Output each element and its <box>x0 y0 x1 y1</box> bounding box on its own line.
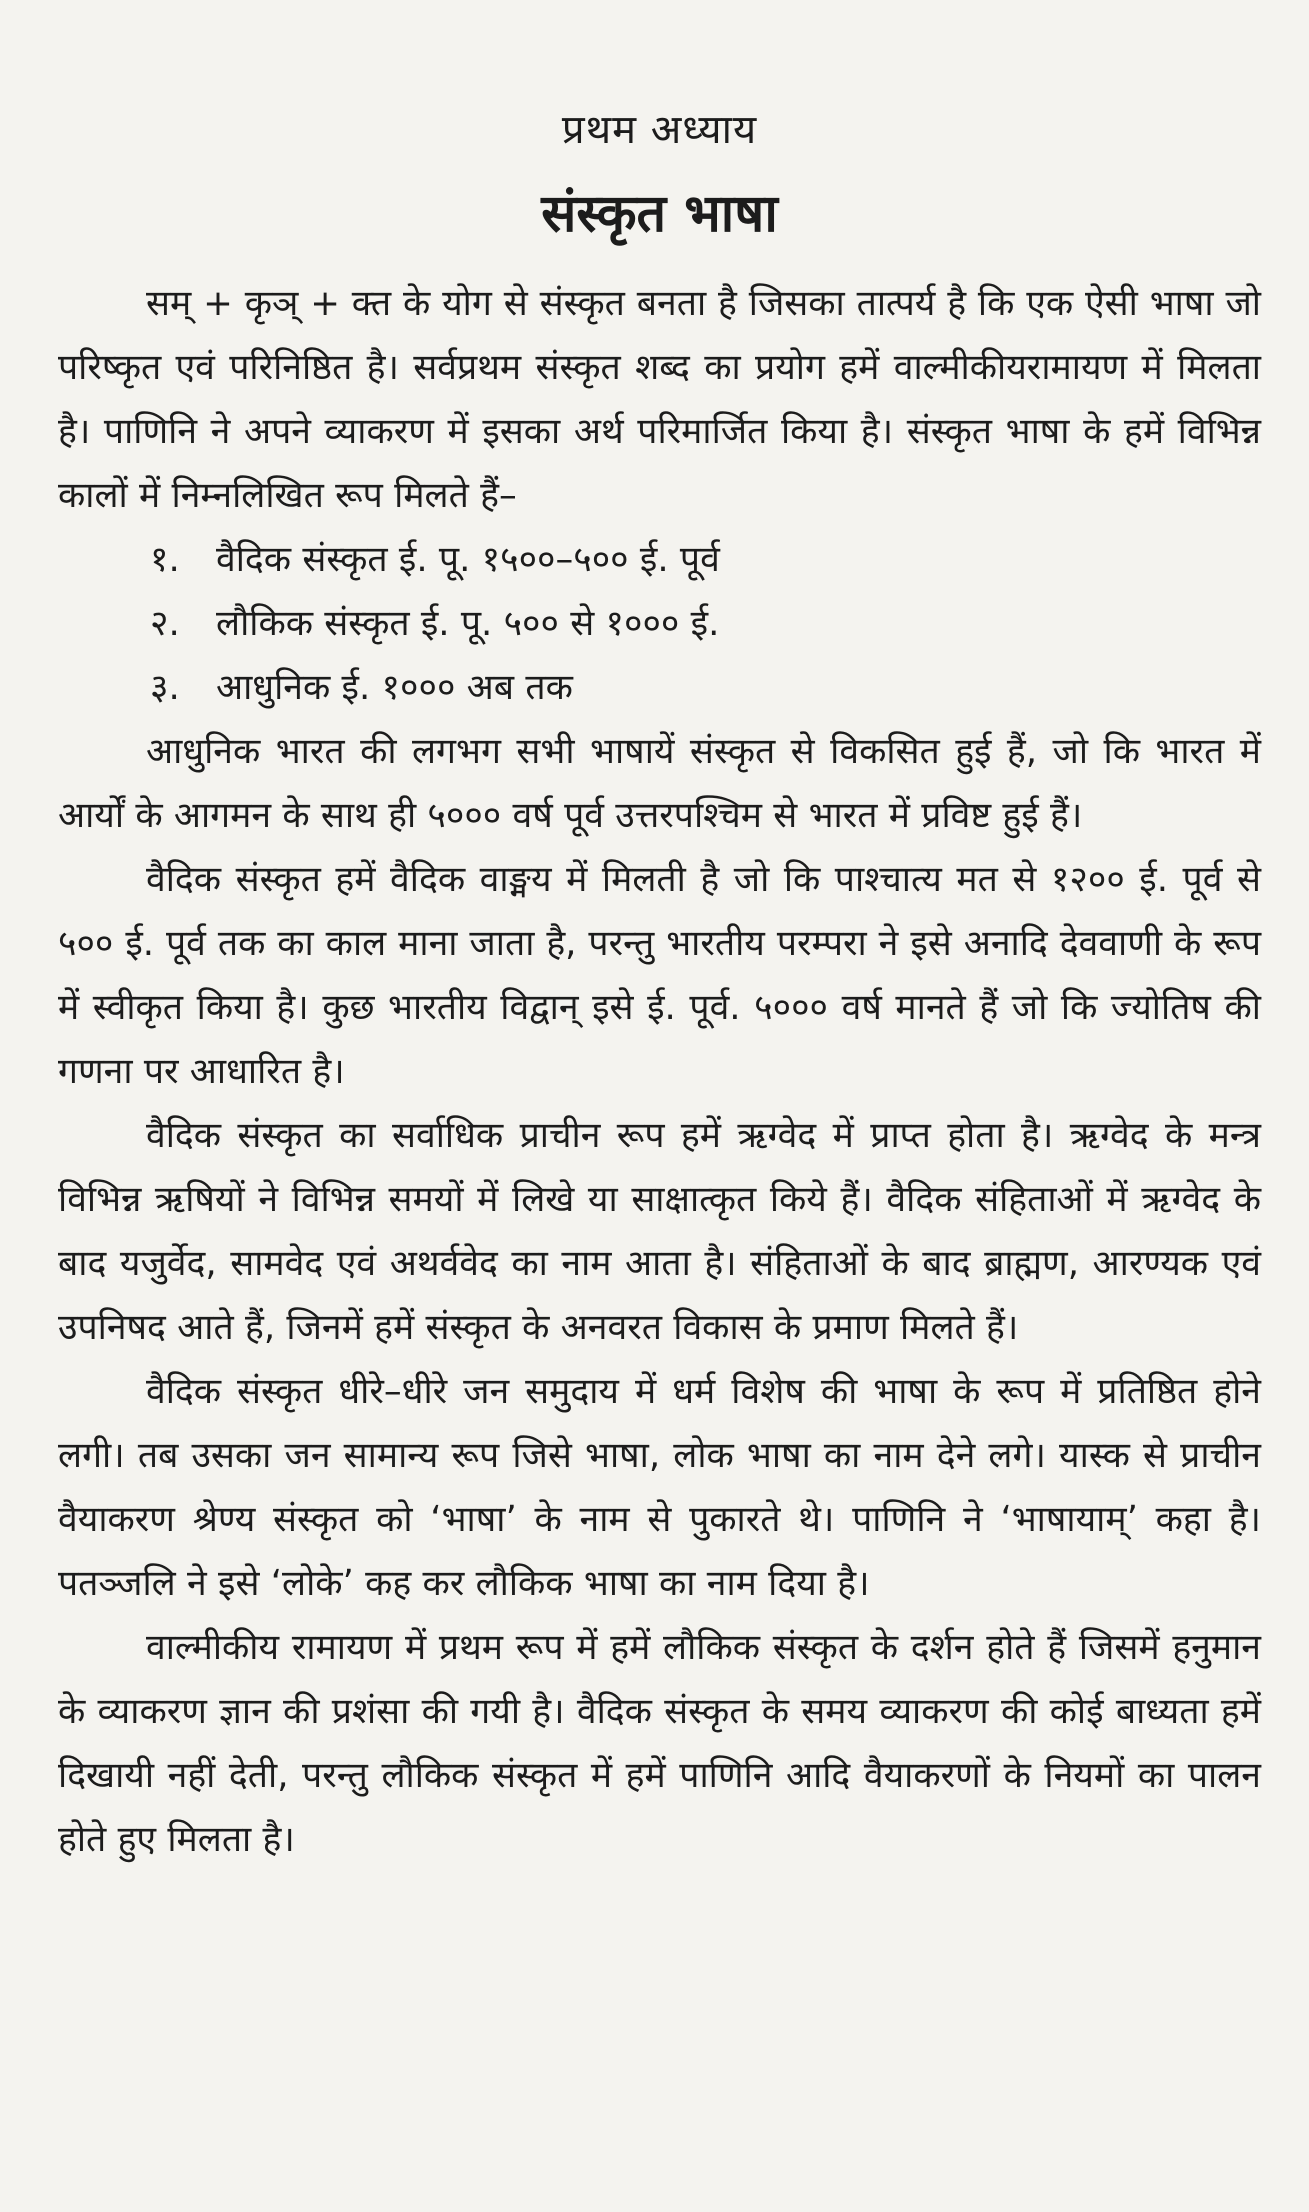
paragraph-lokik-bhasha: वैदिक संस्कृत धीरे–धीरे जन समुदाय में धर्म विशेष की भाषा के रूप में प्रतिष्ठित होने लगी। तब उसका जन सामान्य रूप जिसे भाषा, लोक भाषा का नाम देने लगे। यास्क से प्राचीन वैयाकरण श्रेण्य संस्कृत को ‘भाषा’ के नाम से पुकारते थे। पाणिनि ने ‘भाषायाम्’ कहा है। पतञ्जलि ने इसे ‘लोके’ कह कर लौकिक भाषा का नाम दिया है। <box>58 1371 1261 1604</box>
period-list <box>58 528 1261 720</box>
list-text: आधुनिक ई. १००० अब तक <box>216 667 573 708</box>
paragraph-ramayana: वाल्मीकीय रामायण में प्रथम रूप में हमें लौकिक संस्कृत के दर्शन होते हैं जिसमें हनुमान के व्याकरण ज्ञान की प्रशंसा की गयी है। वैदिक संस्कृत के समय व्याकरण की कोई बाध्यता हमें दिखायी नहीं देती, परन्तु लौकिक संस्कृत में हमें पाणिनि आदि वैयाकरणों के नियमों का पालन होते हुए मिलता है। <box>58 1627 1261 1860</box>
list-text: लौकिक संस्कृत ई. पू. ५०० से १००० ई. <box>216 603 720 644</box>
paragraph-rigveda: वैदिक संस्कृत का सर्वाधिक प्राचीन रूप हमें ऋग्वेद में प्राप्त होता है। ऋग्वेद के मन्त्र विभिन्न ऋषियों ने विभिन्न समयों में लिखे या साक्षात्कृत किये हैं। वैदिक संहिताओं में ऋग्वेद के बाद यजुर्वेद, सामवेद एवं अथर्ववेद का नाम आता है। संहिताओं के बाद ब्राह्मण, आरण्यक एवं उपनिषद आते हैं, जिनमें हमें संस्कृत के अनवरत विकास के प्रमाण मिलते हैं। <box>58 1115 1261 1348</box>
list-item <box>58 592 1261 656</box>
intro-paragraph: सम् + कृञ् + क्त के योग से संस्कृत बनता है जिसका तात्पर्य है कि एक ऐसी भाषा जो परिष्कृत एवं परिनिष्ठित है। सर्वप्रथम संस्कृत शब्द का प्रयोग हमें वाल्मीकीयरामायण में मिलता है। पाणिनि ने अपने व्याकरण में इसका अर्थ परिमार्जित किया है। संस्कृत भाषा के हमें विभिन्न कालों में निम्नलिखित रूप मिलते हैं– <box>58 283 1261 516</box>
list-number: २. <box>150 603 180 644</box>
chapter-label: प्रथम अध्याय <box>561 107 758 153</box>
list-item <box>58 656 1261 720</box>
paragraph-vedic-literature: वैदिक संस्कृत हमें वैदिक वाङ्मय में मिलती है जो कि पाश्चात्य मत से १२०० ई. पूर्व से ५०० ई. पूर्व तक का काल माना जाता है, परन्तु भारतीय परम्परा ने इसे अनादि देववाणी के रूप में स्वीकृत किया है। कुछ भारतीय विद्वान् इसे ई. पूर्व. ५००० वर्ष मानते हैं जो कि ज्योतिष की गणना पर आधारित है। <box>58 859 1261 1092</box>
list-text: वैदिक संस्कृत ई. पू. १५००–५०० ई. पूर्व <box>216 539 720 580</box>
chapter-title: संस्कृत भाषा <box>541 184 778 244</box>
list-number: १. <box>150 539 180 580</box>
list-number: ३. <box>150 667 180 708</box>
list-item <box>58 528 1261 592</box>
paragraph-modern-languages: आधुनिक भारत की लगभग सभी भाषायें संस्कृत से विकसित हुई हैं, जो कि भारत में आर्यों के आगमन के साथ ही ५००० वर्ष पूर्व उत्तरपश्चिम से भारत में प्रविष्ट हुई हैं। <box>58 731 1261 836</box>
